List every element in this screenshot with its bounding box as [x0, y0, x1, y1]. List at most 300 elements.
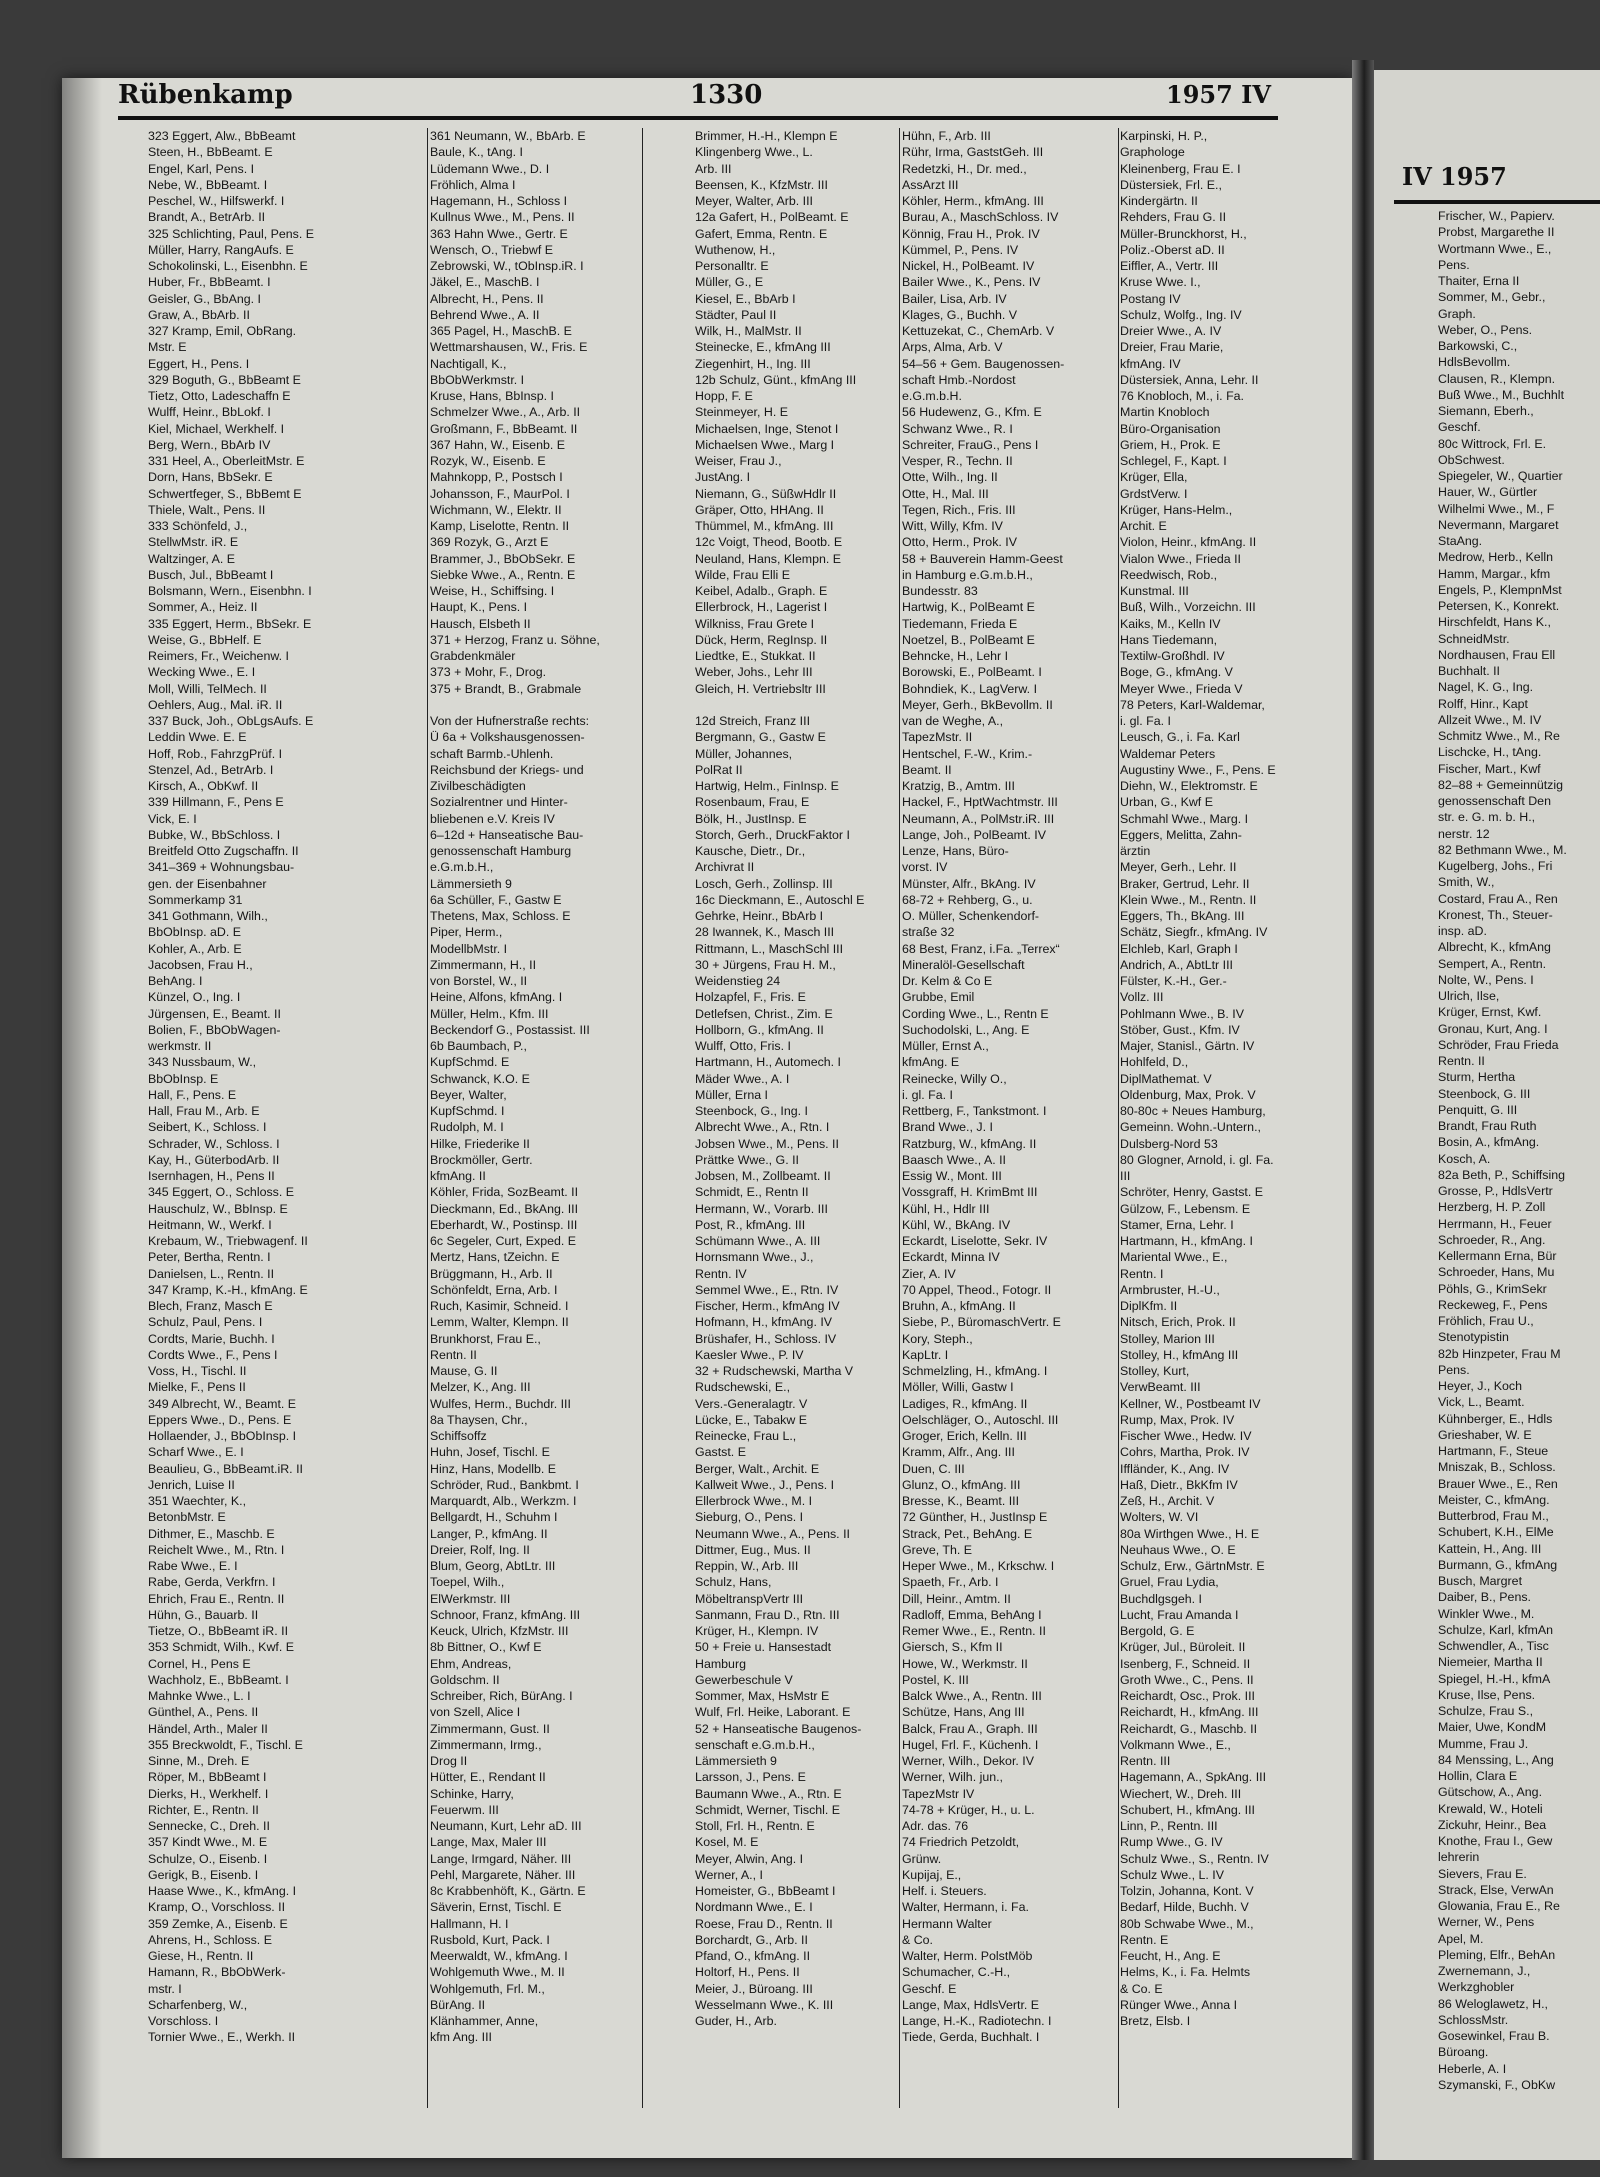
directory-entry: Dreier Wwe., A. IV — [1120, 324, 1222, 338]
directory-entry: Krüger, Ernst, Kwf. — [1438, 1005, 1542, 1020]
directory-entry: Hartwig, Helm., FinInsp. E — [695, 779, 839, 793]
directory-entry: Bailer, Lisa, Arb. IV — [902, 291, 1007, 306]
directory-entry: Thümmel, M., kfmAng. III — [695, 519, 834, 533]
directory-entry: 12c Voigt, Theod, Bootb. E — [695, 535, 843, 550]
directory-entry: Otte, H., Mal. III — [902, 486, 989, 501]
directory-entry: schaft Hmb.-Nordost — [902, 372, 1016, 387]
directory-entry: Wesselmann Wwe., K. III — [695, 1997, 834, 2012]
directory-entry: Rudschewski, E., — [695, 1380, 791, 1395]
book-gutter — [1352, 60, 1374, 2160]
directory-entry: Kühl, W., BkAng. IV — [902, 1217, 1011, 1232]
directory-entry: 361 Neumann, W., BbArb. E — [430, 129, 586, 143]
directory-entry: Kratzig, B., Amtm. III — [902, 779, 1015, 793]
directory-entry: Walter, Hermann, i. Fa. — [902, 1900, 1029, 1915]
directory-entry: Wilk, H., MalMstr. II — [695, 324, 802, 338]
directory-entry: Ellerbrock Wwe., M. I — [695, 1494, 813, 1508]
directory-entry: 335 Eggert, Herm., BbSekr. E — [148, 616, 312, 631]
directory-entry: Geschf. E — [902, 1981, 957, 1996]
directory-entry: Blum, Georg, AbtLtr. III — [430, 1559, 556, 1573]
directory-entry: Nagel, K. G., Ing. — [1438, 680, 1534, 695]
directory-entry: Frischer, W., Papierv. — [1438, 209, 1555, 223]
directory-entry: Hühn, G., Bauarb. II — [148, 1607, 259, 1622]
directory-entry: Dorn, Hans, BbSekr. E — [148, 470, 273, 485]
directory-entry: Bosin, A., kfmAng. — [1438, 1135, 1540, 1150]
directory-entry: PolRat II — [695, 762, 743, 777]
directory-entry: von Borstel, W., II — [430, 974, 528, 988]
directory-entry: Bruhn, A., kfmAng. II — [902, 1299, 1016, 1313]
directory-entry: Spaeth, Fr., Arb. I — [902, 1575, 999, 1590]
directory-entry: Rentn. III — [1120, 1754, 1171, 1768]
directory-entry: 6c Segeler, Curt, Exped. E — [430, 1234, 577, 1248]
directory-entry: Reinecke, Willy O., — [902, 1071, 1007, 1086]
directory-entry: Baasch Wwe., A. II — [902, 1152, 1006, 1167]
directory-entry: Rentn. I — [1120, 1266, 1164, 1281]
directory-entry: Scharfenberg, W., — [148, 1997, 248, 2012]
directory-entry: Schreiber, Rich, BürAng. I — [430, 1689, 573, 1703]
directory-entry: Cordts Wwe., F., Pens I — [148, 1347, 278, 1362]
directory-entry: Tiede, Gerda, Buchhalt. I — [902, 2030, 1040, 2045]
directory-entry: Zeß, H., Archit. V — [1120, 1494, 1215, 1508]
directory-entry: Leddin Wwe. E. E — [148, 730, 247, 745]
directory-column-2 — [430, 128, 642, 2046]
directory-entry: Weber, O., Pens. — [1438, 322, 1533, 337]
directory-entry: Werner, A., I — [695, 1867, 763, 1882]
directory-entry: bliebenen e.V. Kreis IV — [430, 811, 555, 826]
directory-entry: Hackel, F., HptWachtmstr. III — [902, 795, 1058, 810]
directory-entry: Thiele, Walt., Pens. II — [148, 502, 266, 517]
directory-entry: Otte, Wilh., Ing. II — [902, 470, 998, 485]
directory-entry: Pens. — [1438, 1362, 1470, 1377]
directory-entry: Tegen, Rich., Fris. III — [902, 502, 1016, 517]
directory-entry: Thaiter, Erna II — [1438, 274, 1520, 288]
directory-entry: Huber, Fr., BbBeamt. I — [148, 275, 271, 290]
directory-entry: 50 + Freie u. Hansestadt — [695, 1640, 832, 1655]
directory-entry: 329 Boguth, G., BbBeamt E — [148, 372, 301, 387]
directory-entry: Tietz, Otto, Ladeschaffn E — [148, 389, 291, 403]
directory-entry: Nickel, H., PolBeamt. IV — [902, 259, 1035, 273]
directory-entry: Stenzel, Ad., BetrArb. I — [148, 762, 274, 777]
directory-entry: Wichmann, W., Elektr. II — [430, 502, 562, 517]
directory-entry: Adr. das. 76 — [902, 1819, 969, 1833]
directory-entry: Rabe, Gerda, Verkfrn. I — [148, 1575, 276, 1590]
directory-entry: Medrow, Herb., Kelln — [1438, 550, 1554, 565]
directory-entry: Borowski, E., PolBeamt. I — [902, 665, 1042, 680]
directory-entry: Wilhelmi Wwe., M., F — [1438, 501, 1555, 516]
directory-entry: Greve, Th. E — [902, 1542, 973, 1557]
directory-entry: Rehders, Frau G. II — [1120, 210, 1227, 225]
directory-entry: Rosenbaum, Frau, E — [695, 795, 810, 810]
directory-entry: Bailer Wwe., K., Pens. IV — [902, 275, 1041, 290]
directory-entry: Heitmann, W., Werkf. I — [148, 1217, 272, 1232]
directory-entry: Baule, K., tAng. I — [430, 145, 523, 160]
directory-entry: Fülster, K.-H., Ger.- — [1120, 974, 1227, 988]
directory-entry: Reichsbund der Kriegs- und — [430, 762, 584, 777]
directory-entry: Schroeder, Hans, Mu — [1438, 1265, 1555, 1280]
directory-entry: Grabdenkmäler — [430, 649, 516, 663]
directory-entry: Gronau, Kurt, Ang. I — [1438, 1021, 1548, 1036]
directory-entry: Linn, P., Rentn. III — [1120, 1819, 1218, 1833]
directory-entry: Voss, H., Tischl. II — [148, 1364, 247, 1378]
directory-entry: Eiffler, A., Vertr. III — [1120, 259, 1219, 273]
directory-entry: Brüshafer, H., Schloss. IV — [695, 1331, 837, 1346]
directory-entry: Schinke, Harry, — [430, 1786, 514, 1801]
directory-entry: 339 Hillmann, F., Pens E — [148, 795, 284, 810]
directory-entry: Reedwisch, Rob., — [1120, 567, 1218, 582]
directory-entry: Remer Wwe., E., Rentn. II — [902, 1624, 1046, 1638]
directory-entry: Zimmermann, Gust. II — [430, 1721, 550, 1736]
directory-entry: Wohlgemuth, Frl. M., — [430, 1981, 545, 1996]
directory-entry: Probst, Margarethe II — [1438, 225, 1555, 240]
directory-entry: ärztin — [1120, 844, 1151, 858]
directory-entry: Apel, M. — [1438, 1931, 1484, 1946]
directory-entry: Mumme, Frau J. — [1438, 1736, 1529, 1751]
directory-entry: Hütter, E., Rendant II — [430, 1770, 546, 1785]
directory-entry: Hall, F., Pens. E — [148, 1087, 237, 1102]
directory-entry: Berg, Wern., BbArb IV — [148, 437, 271, 452]
directory-entry: Heberle, A. I — [1438, 2061, 1507, 2076]
directory-entry: Hirschfeldt, Hans K., — [1438, 615, 1551, 630]
directory-entry: 345 Eggert, O., Schloss. E — [148, 1185, 295, 1200]
directory-entry: Graphologe — [1120, 145, 1185, 160]
directory-entry: Hilke, Friederike II — [430, 1136, 530, 1151]
right-header-rule — [1394, 200, 1600, 204]
directory-entry: 82 Bethmann Wwe., M. — [1438, 842, 1567, 857]
directory-entry: Schwanz Wwe., R. I — [902, 421, 1013, 436]
directory-entry: Reppin, W., Arb. III — [695, 1559, 799, 1573]
directory-entry: Hofmann, H., kfmAng. IV — [695, 1315, 833, 1330]
directory-entry: Schiffsoffz — [430, 1429, 487, 1443]
directory-entry: Meyer, Gerh., BkBevollm. II — [902, 697, 1053, 712]
directory-entry: Kattein, H., Ang. III — [1438, 1541, 1542, 1556]
directory-entry: Zickuhr, Heinr., Bea — [1438, 1817, 1547, 1832]
directory-entry: Eppers Wwe., D., Pens. E — [148, 1412, 292, 1427]
directory-entry: i. gl. Fa. I — [1120, 714, 1171, 728]
directory-entry: KapLtr. I — [902, 1347, 949, 1362]
directory-entry: Schmelzer Wwe., A., Arb. II — [430, 405, 581, 420]
directory-column-4 — [902, 128, 1124, 2046]
directory-entry: Gewerbeschule V — [695, 1672, 793, 1687]
directory-entry: 323 Eggert, Alw., BbBeamt — [148, 129, 296, 143]
directory-entry: Penquitt, G. III — [1438, 1102, 1518, 1117]
directory-entry: Marquardt, Alb., Werkzm. I — [430, 1494, 577, 1508]
directory-entry: e.G.m.b.H. — [902, 389, 962, 403]
directory-entry: Huhn, Josef, Tischl. E — [430, 1445, 550, 1460]
directory-entry: Hollborn, G., kfmAng. II — [695, 1022, 824, 1037]
directory-entry: Kramm, Alfr., Ang. III — [902, 1445, 1015, 1460]
directory-entry: Hühn, F., Arb. III — [902, 129, 991, 143]
directory-entry: Albrecht, K., kfmAng — [1438, 940, 1551, 955]
directory-entry: BetonbMstr. E — [148, 1510, 226, 1525]
directory-entry: Borchardt, G., Arb. II — [695, 1932, 808, 1947]
directory-entry: 80-80c + Neues Hamburg, — [1120, 1104, 1266, 1118]
directory-entry: Sommerkamp 31 — [148, 892, 243, 907]
directory-entry: Wulf, Frl. Heike, Laborant. E — [695, 1705, 851, 1720]
directory-entry — [695, 697, 917, 713]
directory-entry: Maier, Uwe, KondM — [1438, 1720, 1547, 1735]
directory-entry: Dreier, Rolf, Ing. II — [430, 1542, 530, 1557]
directory-entry: MöbeltranspVertr III — [695, 1591, 804, 1606]
directory-entry: Buß, Wilh., Vorzeichn. III — [1120, 600, 1256, 615]
directory-entry: Hamm, Margar., kfm — [1438, 566, 1551, 581]
directory-entry: Hermann Walter — [902, 1916, 992, 1931]
directory-entry: Winkler Wwe., M. — [1438, 1606, 1535, 1621]
directory-entry: Eckardt, Liselotte, Sekr. IV — [902, 1234, 1048, 1248]
directory-entry: Neumann, A., PolMstr.iR. III — [902, 811, 1055, 826]
directory-entry: Wortmann Wwe., E., — [1438, 241, 1552, 256]
directory-entry: Vollz. III — [1120, 990, 1164, 1005]
directory-entry: Melzer, K., Ang. III — [430, 1380, 531, 1395]
directory-entry: Ziegenhirt, H., Ing. III — [695, 356, 811, 371]
directory-entry: Vick, L., Beamt. — [1438, 1395, 1525, 1410]
directory-entry: Hauer, W., Gürtler — [1438, 485, 1538, 500]
directory-entry: BbObWerkmstr. I — [430, 372, 525, 387]
directory-entry: Kirsch, A., ObKwf. II — [148, 779, 259, 793]
directory-entry: 371 + Herzog, Franz u. Söhne, — [430, 632, 600, 647]
directory-entry: Schubert, K.H., ElMe — [1438, 1525, 1554, 1540]
directory-entry: vorst. IV — [902, 860, 948, 875]
directory-entry: Balck Wwe., A., Rentn. III — [902, 1689, 1042, 1703]
directory-entry: Feucht, H., Ang. E — [1120, 1949, 1221, 1963]
directory-entry: Scharf Wwe., E. I — [148, 1445, 244, 1460]
directory-entry: Postang IV — [1120, 291, 1181, 306]
directory-entry: Künzel, O., Ing. I — [148, 990, 241, 1005]
directory-entry: Dulsberg-Nord 53 — [1120, 1136, 1218, 1151]
directory-entry: Beyer, Walter, — [430, 1087, 507, 1102]
directory-entry: Butterbrod, Frau M., — [1438, 1509, 1549, 1523]
directory-entry: Kruse Wwe. I., — [1120, 275, 1201, 290]
directory-entry: Urban, G., Kwf E — [1120, 795, 1213, 810]
directory-entry: Essig W., Mont. III — [902, 1169, 1002, 1183]
directory-entry: 56 Hudewenz, G., Kfm. E — [902, 405, 1042, 420]
directory-entry: Pohlmann Wwe., B. IV — [1120, 1006, 1244, 1021]
directory-entry: Ahrens, H., Schloss. E — [148, 1932, 272, 1947]
directory-entry: ModellbMstr. I — [430, 941, 508, 956]
directory-entry: Könnig, Frau H., Prok. IV — [902, 226, 1040, 241]
directory-entry: Zwernemann, J., — [1438, 1964, 1531, 1978]
directory-entry: Großmann, F., BbBeamt. II — [430, 421, 578, 436]
directory-entry: gen. der Eisenbahner — [148, 876, 267, 891]
directory-entry: 367 Hahn, W., Eisenb. E — [430, 437, 565, 452]
directory-entry: Rolff, Hinr., Kapt — [1438, 696, 1528, 711]
directory-entry: GrdstVerw. I — [1120, 486, 1188, 501]
directory-entry: Münster, Alfr., BkAng. IV — [902, 876, 1036, 891]
directory-entry: Waltzinger, A. E — [148, 551, 235, 566]
directory-entry: Archivrat II — [695, 860, 755, 875]
directory-entry: Werner, Wilh. jun., — [902, 1770, 1003, 1785]
directory-entry: Schulz, Hans, — [695, 1575, 772, 1590]
directory-entry: 341 Gothmann, Wilh., — [148, 909, 268, 923]
directory-entry: Waldemar Peters — [1120, 746, 1216, 761]
directory-entry: Helf. i. Steuers. — [902, 1884, 987, 1898]
directory-entry: schaft Barmb.-Uhlenh. — [430, 746, 554, 761]
directory-entry: werkmstr. II — [148, 1039, 212, 1053]
directory-entry: Steen, H., BbBeamt. E — [148, 145, 273, 160]
directory-entry: Gerigk, B., Eisenb. I — [148, 1867, 259, 1882]
directory-entry: Lischcke, H., tAng. — [1438, 745, 1542, 760]
directory-entry: Gütschow, A., Ang. — [1438, 1785, 1543, 1800]
directory-entry: Beamt. II — [902, 762, 952, 777]
directory-entry: Jenrich, Luise II — [148, 1477, 235, 1492]
directory-entry: Krüger, Hans-Helm., — [1120, 502, 1233, 517]
directory-entry: Meyer, Alwin, Ang. I — [695, 1851, 804, 1866]
directory-entry: Schnoor, Franz, kfmAng. III — [430, 1607, 581, 1622]
directory-entry: Drog II — [430, 1754, 468, 1768]
directory-entry: von Szell, Alice I — [430, 1705, 521, 1720]
directory-entry: Jäkel, E., MaschB. I — [430, 275, 540, 290]
directory-entry: Kühnberger, E., Hdls — [1438, 1411, 1553, 1426]
directory-entry: Feuerwm. III — [430, 1802, 499, 1817]
directory-entry: Werkzghobler — [1438, 1980, 1515, 1995]
directory-entry: Rühr, Irma, GaststGeh. III — [902, 145, 1044, 160]
directory-entry: Dr. Kelm & Co E — [902, 974, 993, 988]
directory-entry: Weise, G., BbHelf. E — [148, 632, 262, 647]
directory-entry: Zebrowski, W., tObInsp.iR. I — [430, 259, 584, 273]
directory-entry: Schreiter, FrauG., Pens I — [902, 437, 1039, 452]
directory-entry: Suchodolski, L., Ang. E — [902, 1022, 1030, 1037]
directory-entry: 341–369 + Wohnungsbau- — [148, 860, 295, 875]
directory-entry: Behncke, H., Lehr I — [902, 649, 1009, 663]
directory-entry: Gosewinkel, Frau B. — [1438, 2029, 1550, 2043]
directory-entry: Weise, H., Schiffsing. I — [430, 584, 555, 598]
directory-entry: KupfSchmd. E — [430, 1055, 510, 1070]
directory-entry: Leusch, G., i. Fa. Karl — [1120, 730, 1240, 745]
directory-entry: Lenze, Hans, Büro- — [902, 844, 1009, 858]
directory-entry: Werner, W., Pens — [1438, 1915, 1535, 1930]
directory-entry: 8b Bittner, O., Kwf E — [430, 1640, 542, 1655]
directory-entry: Meerwaldt, W., kfmAng. I — [430, 1949, 568, 1963]
directory-entry: Oehlers, Aug., Mal. iR. II — [148, 697, 283, 712]
directory-entry: Strack, Else, VerwAn — [1438, 1882, 1554, 1897]
directory-entry: ObSchwest. — [1438, 452, 1505, 467]
directory-entry: Reichardt, H., kfmAng. III — [1120, 1705, 1259, 1720]
directory-entry: Otto, Herm., Prok. IV — [902, 535, 1017, 550]
directory-entry: Schönfeldt, Erna, Arb. I — [430, 1282, 558, 1297]
directory-entry: Kaesler Wwe., P. IV — [695, 1347, 804, 1362]
directory-entry: Kullnus Wwe., M., Pens. II — [430, 210, 575, 225]
directory-entry: Meister, C., kfmAng. — [1438, 1492, 1550, 1507]
directory-entry: straße 32 — [902, 925, 955, 940]
directory-entry: Oelschläger, O., Autoschl. III — [902, 1412, 1059, 1427]
directory-entry: Lange, Irmgard, Näher. III — [430, 1851, 572, 1866]
directory-entry: Jürgensen, E., Beamt. II — [148, 1006, 281, 1021]
directory-entry: Sommer, M., Gebr., — [1438, 290, 1546, 305]
directory-entry: 8c Krabbenhöft, K., Gärtn. E — [430, 1884, 586, 1898]
directory-entry: Kleinenberg, Frau E. I — [1120, 161, 1241, 176]
directory-entry: Hartmann, H., Automech. I — [695, 1055, 841, 1070]
directory-entry: Sommer, Max, HsMstr E — [695, 1689, 830, 1703]
running-head-year: 1957 IV — [1166, 80, 1271, 109]
directory-entry: Düstersiek, Anna, Lehr. II — [1120, 372, 1259, 387]
directory-entry: Meyer, Gerh., Lehr. II — [1120, 860, 1237, 875]
directory-entry: Müller, Ernst A., — [902, 1039, 989, 1053]
directory-entry: Goldschm. II — [430, 1672, 500, 1687]
directory-entry: Mniszak, B., Schloss. — [1438, 1460, 1556, 1475]
directory-entry: Kindergärtn. II — [1120, 194, 1198, 208]
directory-entry: Semmel Wwe., E., Rtn. IV — [695, 1282, 839, 1297]
column-divider — [427, 128, 428, 2108]
directory-entry: Rudolph, M. I — [430, 1120, 504, 1135]
directory-entry: Elchleb, Karl, Graph I — [1120, 941, 1238, 956]
directory-entry: Schokolinski, L., Eisenbhn. E — [148, 259, 308, 273]
directory-entry: Günthel, A., Pens. II — [148, 1705, 259, 1720]
directory-entry: Nolte, W., Pens. I — [1438, 972, 1534, 987]
directory-entry: Kory, Steph., — [902, 1331, 973, 1346]
directory-entry: Krüger, Ella, — [1120, 470, 1188, 485]
directory-entry: Clausen, R., Klempn. — [1438, 371, 1556, 386]
directory-entry: Breitfeld Otto Zugschaffn. II — [148, 844, 299, 858]
directory-entry: Wuthenow, H., — [695, 242, 776, 257]
directory-entry: 355 Breckwoldt, F., Tischl. E — [148, 1737, 303, 1752]
directory-entry: Sieburg, O., Pens. I — [695, 1510, 804, 1525]
directory-entry: Reimers, Fr., Weichenw. I — [148, 649, 289, 663]
directory-entry: Brammer, J., BbObSekr. E — [430, 551, 576, 566]
directory-entry: Lange, Max, Maler III — [430, 1835, 547, 1850]
directory-entry: Giersch, S., Kfm II — [902, 1640, 1003, 1655]
directory-entry: 357 Kindt Wwe., M. E — [148, 1835, 268, 1850]
directory-entry: Knothe, Frau I., Gew — [1438, 1834, 1553, 1848]
directory-entry: Steinmeyer, H. E — [695, 405, 788, 420]
directory-entry: Gastst. E — [695, 1445, 746, 1460]
directory-entry: Wachholz, E., BbBeamt. I — [148, 1672, 289, 1687]
directory-entry: Schwanck, K.O. E — [430, 1071, 530, 1086]
directory-entry: Oldenburg, Max, Prok. V — [1120, 1087, 1256, 1102]
directory-entry: StellwMstr. iR. E — [148, 535, 239, 550]
directory-entry: Reckeweg, F., Pens — [1438, 1297, 1548, 1312]
directory-entry: Schroeder, R., Ang. — [1438, 1232, 1546, 1247]
directory-entry: Brand Wwe., J. I — [902, 1120, 993, 1135]
directory-entry: Lange, Max, HdlsVertr. E — [902, 1997, 1040, 2012]
directory-entry: Müller, Helm., Kfm. III — [430, 1006, 549, 1021]
directory-entry: Gräper, Otto, HHAng. II — [695, 502, 824, 517]
directory-entry: Groth Wwe., C., Pens. II — [1120, 1672, 1254, 1687]
directory-entry: Heper Wwe., M., Krkschw. I — [902, 1559, 1055, 1573]
directory-entry: Schröder, Rud., Bankbmt. I — [430, 1477, 579, 1492]
directory-entry: BbObInsp. E — [148, 1071, 219, 1086]
directory-entry: e.G.m.b.H., — [430, 860, 494, 875]
directory-entry: Werner, Wilh., Dekor. IV — [902, 1754, 1034, 1768]
directory-entry: Nevermann, Margaret — [1438, 517, 1559, 532]
directory-entry: Kiesel, E., BbArb I — [695, 291, 796, 306]
directory-entry: Schmidt, E., Rentn II — [695, 1185, 809, 1200]
directory-entry: Hornsmann Wwe., J., — [695, 1250, 814, 1265]
directory-entry: Hallmann, H. I — [430, 1916, 509, 1931]
directory-entry: Fischer Wwe., Hedw. IV — [1120, 1429, 1252, 1443]
directory-entry: Siebe, P., BüromaschVertr. E — [902, 1315, 1061, 1330]
directory-entry: Meier, J., Büroang. III — [695, 1981, 813, 1996]
directory-entry: Kunstmal. III — [1120, 584, 1189, 598]
directory-entry: Reichelt Wwe., M., Rtn. I — [148, 1542, 285, 1557]
directory-entry: Cohrs, Martha, Prok. IV — [1120, 1445, 1250, 1460]
directory-entry: Hauschulz, W., BbInsp. E — [148, 1201, 288, 1216]
directory-entry: Liedtke, E., Stukkat. II — [695, 649, 816, 663]
directory-entry: Schulz, Paul, Pens. I — [148, 1315, 263, 1330]
directory-entry: Schwendler, A., Tisc — [1438, 1639, 1549, 1653]
directory-entry: VerwBeamt. III — [1120, 1380, 1201, 1395]
directory-entry: Zimmermann, H., II — [430, 957, 537, 972]
directory-entry: Bohndiek, K., LagVerw. I — [902, 681, 1038, 696]
directory-entry: Keibel, Adalb., Graph. E — [695, 584, 828, 598]
directory-entry: Weidenstieg 24 — [695, 974, 781, 988]
directory-entry: Haase Wwe., K., kfmAng. I — [148, 1884, 297, 1898]
directory-entry: AssArzt III — [902, 177, 959, 192]
directory-entry: Brandt, A., BetrArb. II — [148, 210, 266, 225]
directory-entry: 74 Friedrich Petzoldt, — [902, 1835, 1020, 1850]
directory-entry: Nordmann Wwe., E. I — [695, 1900, 813, 1915]
directory-entry: Bolsmann, Wern., Eisenbhn. I — [148, 584, 312, 598]
directory-entry: Tietze, O., BbBeamt iR. II — [148, 1624, 289, 1638]
directory-entry: Kosel, M. E — [695, 1835, 759, 1850]
directory-entry: str. e. G. m. b. H., — [1438, 810, 1536, 825]
